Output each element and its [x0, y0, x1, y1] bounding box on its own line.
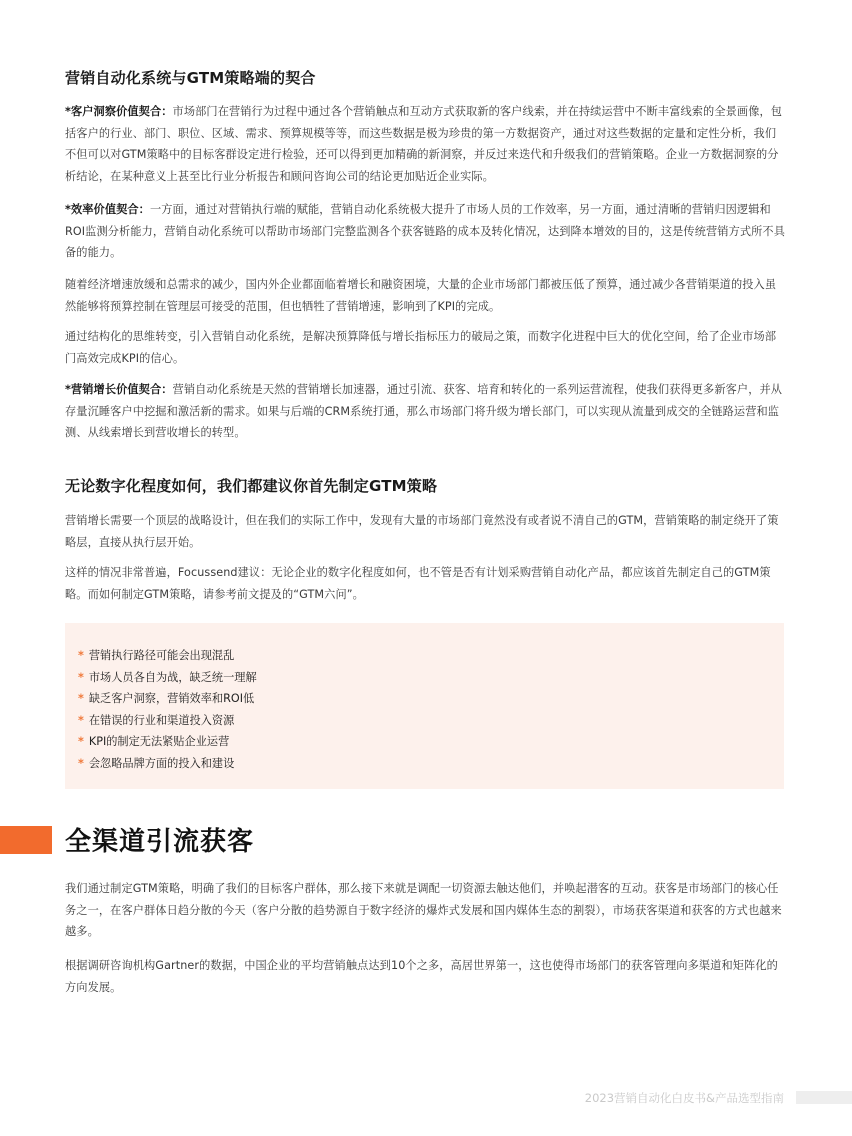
bullet-star-icon: * [78, 713, 84, 727]
paragraph-gartner: 根据调研咨询机构Gartner的数据，中国企业的平均营销触点达到10个之多，高居世界第一，这也使得市场部门的获客管理向多渠道和矩阵化的方向发展。 [65, 959, 778, 994]
paragraph-text: 市场部门在营销行为过程中通过各个营销触点和互动方式获取新的客户线索，并在持续运营中不断丰富线索的全景画像，包括客户的行业、部门、职位、区域、需求、预算规模等等，而这些数据是极为珍贵的第一方数据资产，通过对这些数据的定量和定性分析，我们不但可以对GTM策略中的目标客群设定进行检验，还可以得到更加精确的新洞察，并反过来迭代和升级我们的营销策略。企业一方数据洞察的分析结论，在某种意义上甚至比行业分析报告和顾问咨询公司的结论更加贴近企业实际。 [65, 105, 783, 183]
paragraph-text: 营销自动化系统是天然的营销增长加速器，通过引流、获客、培育和转化的一系列运营流程，使我们获得更多新客户，并从存量沉睡客户中挖掘和激活新的需求。如果与后端的CRM系统打通，那么市场部门将升级为增长部门，可以实现从流量到成交的全链路运营和监测、从线索增长到营收增长的转型。 [65, 383, 783, 439]
footer-page-tab [796, 1091, 852, 1104]
risk-list [78, 645, 257, 775]
paragraph-efficiency [65, 199, 785, 264]
list-item: * 缺乏客户洞察，营销效率和ROI低 [78, 692, 255, 706]
paragraph-budget: 随着经济增速放缓和总需求的减少，国内外企业都面临着增长和融资困境，大量的企业市场部门都被压低了预算，通过减少各营销渠道的投入虽然能够将预算控制在管理层可接受的范围，但也牺牲了营销增速，影响到了KPI的完成。 [65, 278, 777, 313]
bullet-star-icon: * [78, 735, 84, 749]
paragraph-label: *客户洞察价值契合： [65, 105, 173, 118]
list-item: * 营销执行路径可能会出现混乱 [78, 649, 235, 662]
chapter-accent-bar [0, 826, 52, 854]
paragraph-text: 一方面，通过对营销执行端的赋能，营销自动化系统极大提升了市场人员的工作效率，另一方面，通过清晰的营销归因逻辑和ROI监测分析能力，营销自动化系统可以帮助市场部门完整监测各个获客链路的成本及转化情况，达到降本增效的目的，这是传统营销方式所不具备的能力。 [65, 203, 786, 259]
paragraph-omnichannel: 我们通过制定GTM策略，明确了我们的目标客户群体，那么接下来就是调配一切资源去触达他们，并唤起潜客的互动。获客是市场部门的核心任务之一，在客户群体日趋分散的今天（客户分散的趋势源自于数字经济的爆炸式发展和国内媒体生态的割裂），市场获客渠道和获客的方式也越来越多。 [65, 882, 782, 938]
paragraph-top-level-strategy: 营销增长需要一个顶层的战略设计，但在我们的实际工作中，发现有大量的市场部门竟然没有或者说不清自己的GTM，营销策略的制定绕开了策略层，直接从执行层开始。 [65, 514, 779, 549]
risk-callout-box [65, 623, 784, 789]
list-item: * KPI的制定无法紧贴企业运营 [78, 735, 230, 749]
chapter-title: 全渠道引流获客 [65, 827, 255, 857]
bullet-star-icon: * [78, 649, 84, 662]
list-item: * 会忽略品牌方面的投入和建设 [78, 756, 235, 770]
paragraph-label: *营销增长价值契合： [65, 383, 173, 396]
list-item: * 在错误的行业和渠道投入资源 [78, 713, 235, 727]
paragraph-growth [65, 379, 785, 444]
footer-title: 2023营销自动化白皮书&产品选型指南 [584, 1091, 784, 1105]
paragraph-customer-insight [65, 101, 785, 187]
bullet-star-icon: * [78, 756, 84, 770]
paragraph-focussend-advice: 这样的情况非常普遍，Focussend建议：无论企业的数字化程度如何，也不管是否有计划采购营销自动化产品，都应该首先制定自己的GTM策略。而如何制定GTM策略，请参考前文提及的“GTM六问”。 [65, 566, 771, 601]
section-heading-gtm-first: 无论数字化程度如何，我们都建议你首先制定GTM策略 [65, 477, 438, 495]
section-heading-gtm-fit: 营销自动化系统与GTM策略端的契合 [65, 69, 316, 87]
paragraph-structural-shift: 通过结构化的思维转变，引入营销自动化系统，是解决预算降低与增长指标压力的破局之策，而数字化进程中巨大的优化空间，给了企业市场部门高效完成KPI的信心。 [65, 330, 777, 365]
bullet-star-icon: * [78, 692, 84, 706]
list-item: * 市场人员各自为战，缺乏统一理解 [78, 670, 257, 684]
bullet-star-icon: * [78, 670, 84, 684]
paragraph-label: *效率价值契合： [65, 203, 150, 216]
